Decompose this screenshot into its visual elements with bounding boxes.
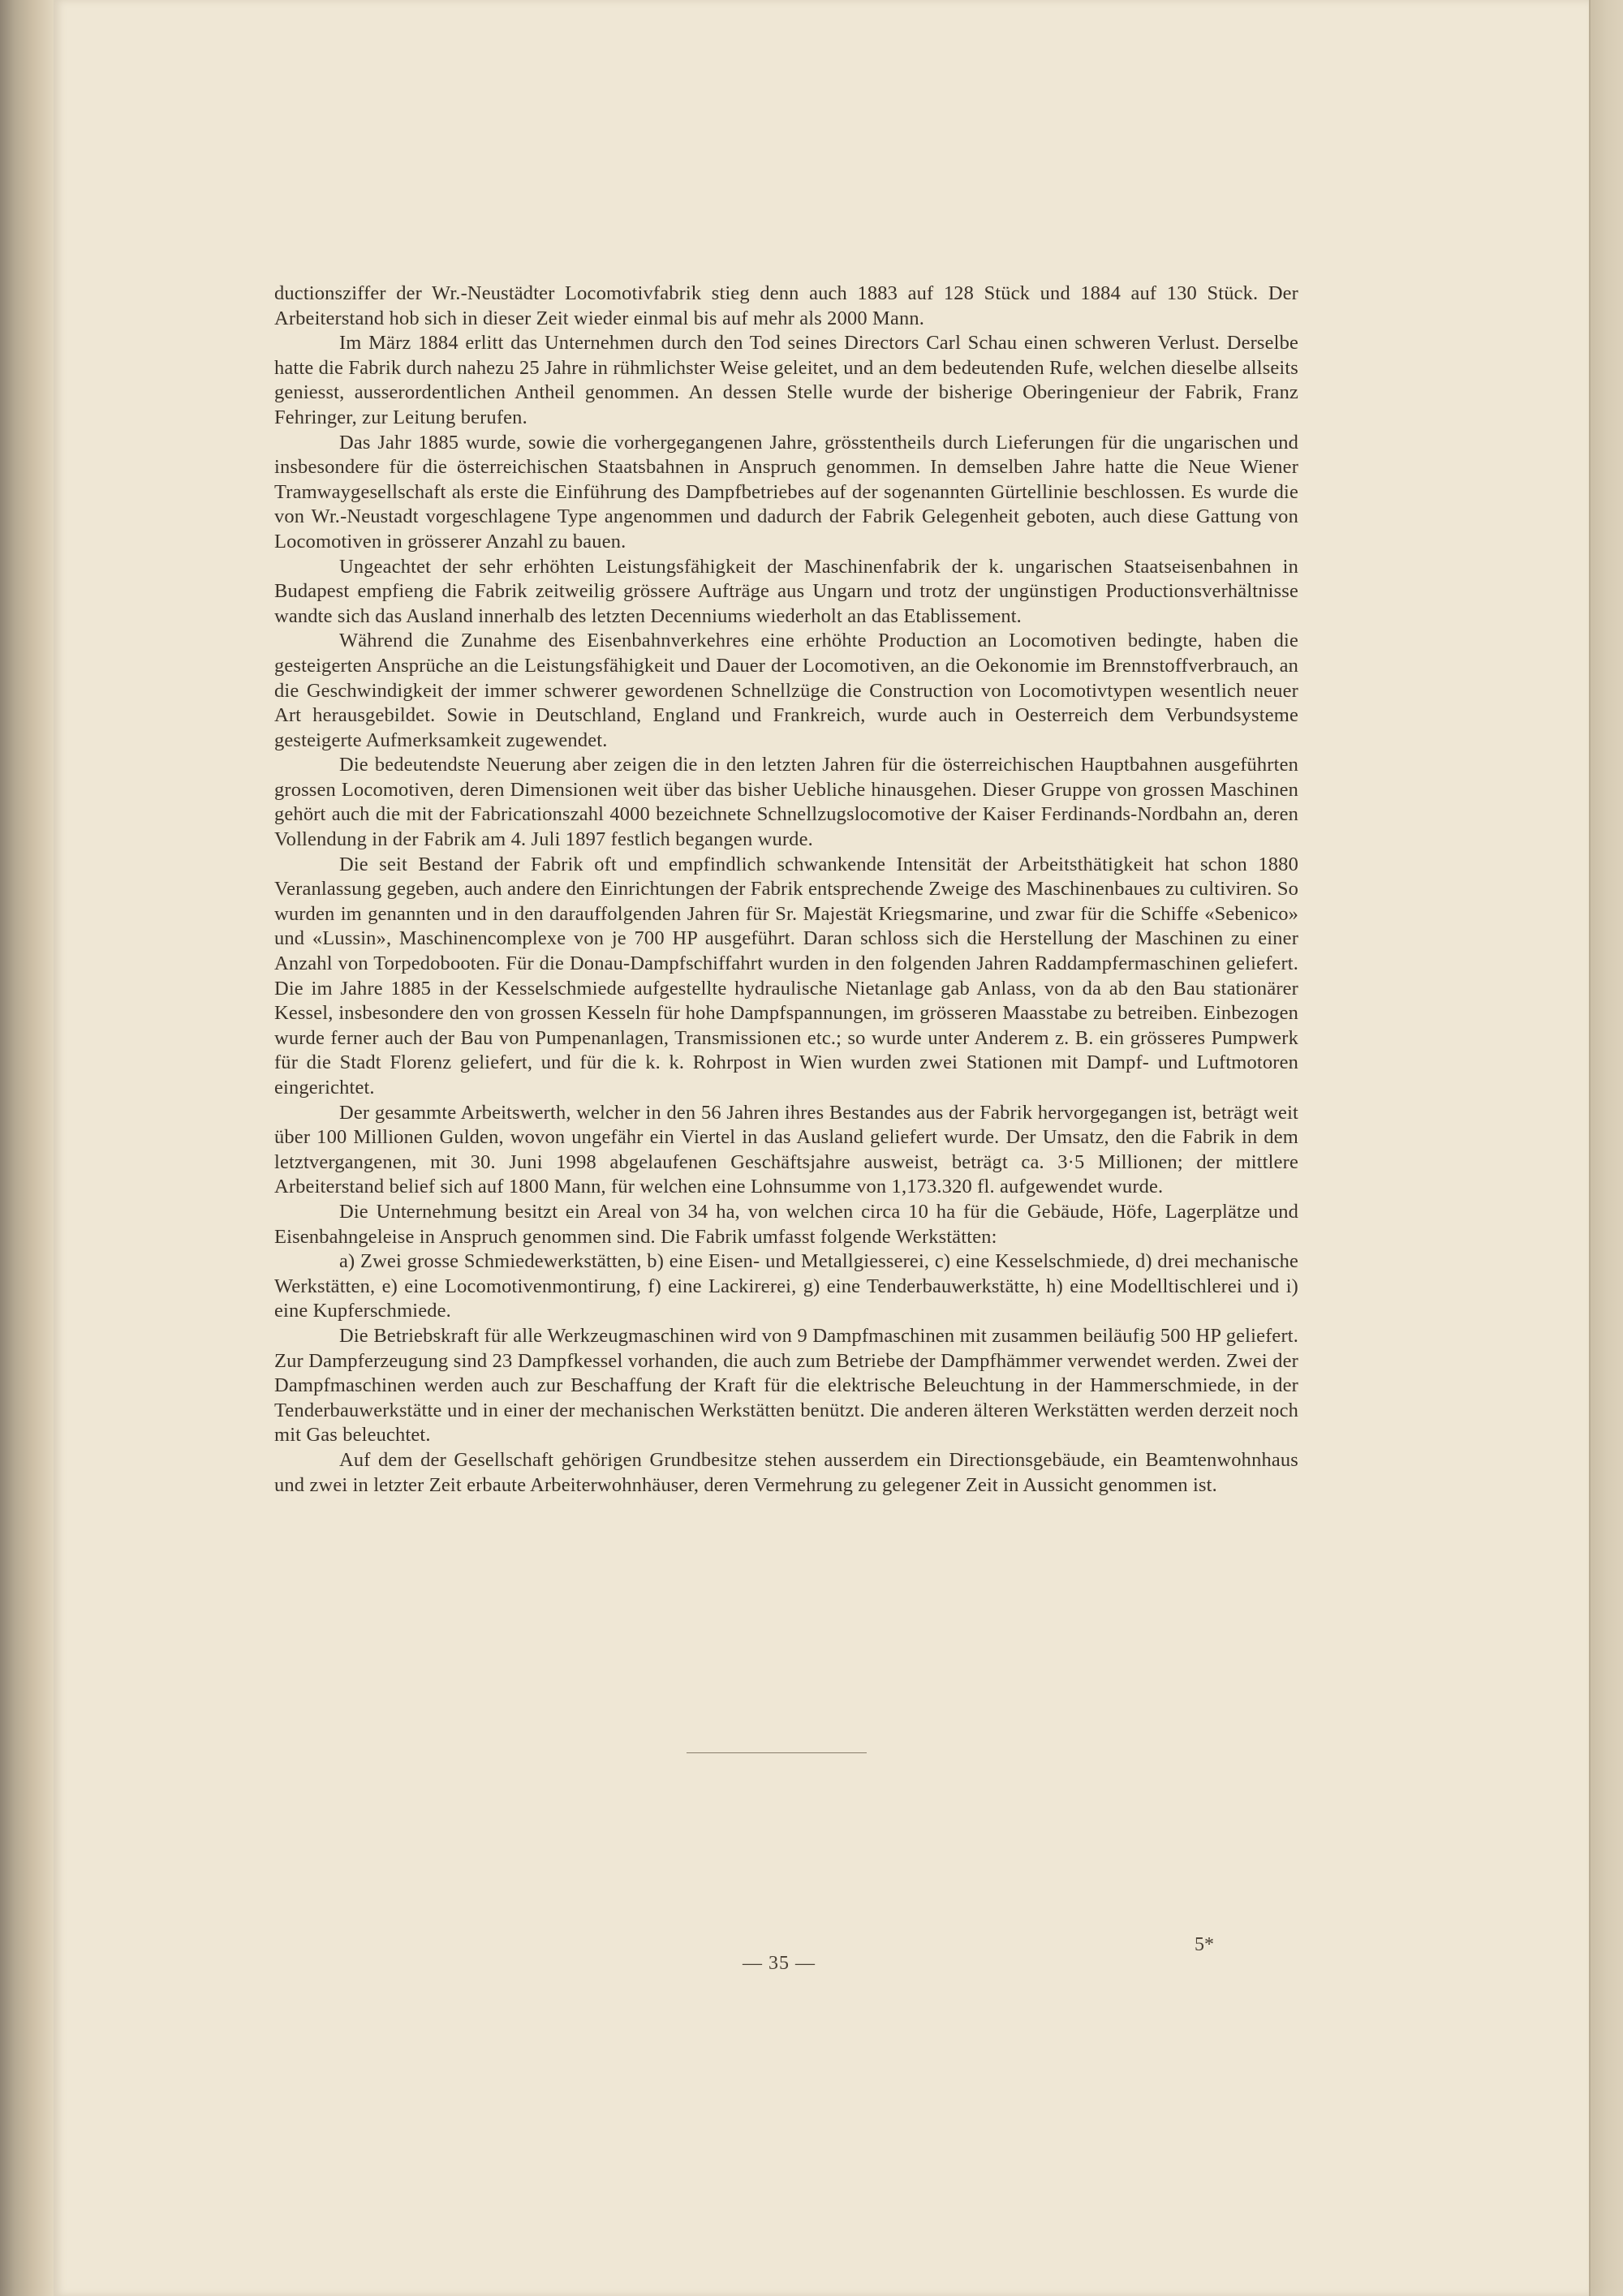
paragraph: Die Unternehmung besitzt ein Areal von 34 ha, von welchen circa 10 ha für die Gebäude, Höfe, Lagerplätze und Eisenbahngeleise in Anspruch genommen sind. Die Fabrik umfasst folgende Werkstätten: [274,1200,1298,1248]
paragraph-workshop-list: a) Zwei grosse Schmiedewerkstätten, b) eine Eisen- und Metallgiesserei, c) eine Kesselschmiede, d) drei mechanische Werkstätten, e) eine Locomotivenmontirung, f) eine Lackirerei, g) eine Tenderbauwerkstätte, h) eine Modelltischlerei und i) eine Kupferschmiede. [274,1250,1298,1322]
page-right-edge [1589,0,1623,2296]
page-number: — 35 — [743,1953,816,1974]
paragraph-continuation: ductionsziffer der Wr.-Neustädter Locomotivfabrik stieg denn auch 1883 auf 128 Stück und 1884 auf 130 Stück. Der Arbeiterstand hob sich in dieser Zeit wieder einmal bis auf mehr als 2000 Mann. [274,282,1298,329]
paragraph: Die seit Bestand der Fabrik oft und empfindlich schwankende Intensität der Arbeitsthätigkeit hat schon 1880 Veranlassung gegeben, auch andere den Einrichtungen der Fabrik entsprechende Zweige des Maschinenbaues zu cultiviren. So wurden im genannten und in den darauffolgenden Jahren für Sr. Majestät Kriegsmarine, und zwar für die Schiffe «Sebenico» und «Lussin», Maschinencomplexe von je 700 HP ausgeführt. Daran schloss sich die Herstellung der Maschinen zu einer Anzahl von Torpedobooten. Für die Donau-Dampfschiffahrt wurden in den folgenden Jahren Raddampfermaschinen geliefert. Die im Jahre 1885 in der Kesselschmiede aufgestellte hydraulische Nietanlage gab Anlass, von da ab den Bau stationärer Kessel, insbesondere den von grossen Kesseln für hohe Dampfspannungen, im grösseren Maasstabe zu betreiben. Einbezogen wurde ferner auch der Bau von Pumpenanlagen, Transmissionen etc.; so wurde unter Anderem z. B. ein grösseres Pumpwerk für die Stadt Florenz geliefert, und für die k. k. Rohrpost in Wien wurden zwei Stationen mit Dampf- und Luftmotoren eingerichtet. [274,853,1298,1099]
section-end-rule [687,1752,867,1753]
paragraph: Auf dem der Gesellschaft gehörigen Grundbesitze stehen ausserdem ein Directionsgebäude, ein Beamtenwohnhaus und zwei in letzter Zeit erbaute Arbeiterwohnhäuser, deren Vermehrung zu gelegener Zeit in Aussicht genommen ist. [274,1448,1298,1496]
paragraph: Ungeachtet der sehr erhöhten Leistungsfähigkeit der Maschinenfabrik der k. ungarischen Staatseisenbahnen in Budapest empfieng die Fabrik zeitweilig grössere Aufträge aus Ungarn und trotz der ungünstigen Productionsverhältnisse wandte sich das Ausland innerhalb des letzten Decenniums wiederholt an das Etablissement. [274,555,1298,627]
body-text [274,282,1298,1498]
paragraph: Die Betriebskraft für alle Werkzeugmaschinen wird von 9 Dampfmaschinen mit zusammen beiläufig 500 HP geliefert. Zur Dampferzeugung sind 23 Dampfkessel vorhanden, die auch zum Betriebe der Dampfhämmer verwendet werden. Zwei der Dampfmaschinen werden auch zur Beschaffung der Kraft für die elektrische Beleuchtung in der Hammerschmiede, in der Tenderbauwerkstätte und in einer der mechanischen Werkstätten benützt. Die anderen älteren Werkstätten werden derzeit noch mit Gas beleuchtet. [274,1324,1298,1447]
signature-mark: 5* [1195,1934,1214,1955]
paragraph: Während die Zunahme des Eisenbahnverkehres eine erhöhte Production an Locomotiven bedingte, haben die gesteigerten Ansprüche an die Leistungsfähigkeit und Dauer der Locomotiven, an die Oekonomie im Brennstoffverbrauch, an die Geschwindigkeit der immer schwerer gewordenen Schnellzüge die Construction von Locomotivtypen wesentlich neuer Art herausgebildet. Sowie in Deutschland, England und Frankreich, wurde auch in Oesterreich dem Verbundsysteme gesteigerte Aufmerksamkeit zugewendet. [274,630,1298,751]
paragraph: Der gesammte Arbeitswerth, welcher in den 56 Jahren ihres Bestandes aus der Fabrik hervorgegangen ist, beträgt weit über 100 Millionen Gulden, wovon ungefähr ein Viertel in das Ausland geliefert wurde. Der Umsatz, den die Fabrik in dem letztvergangenen, mit 30. Juni 1998 abgelaufenen Geschäftsjahre ausweist, beträgt ca. 3·5 Millionen; der mittlere Arbeiterstand belief sich auf 1800 Mann, für welchen eine Lohnsumme von 1,173.320 fl. aufgewendet wurde. [274,1101,1298,1198]
book-binding-edge [0,0,58,2296]
paragraph: Im März 1884 erlitt das Unternehmen durch den Tod seines Directors Carl Schau einen schweren Verlust. Derselbe hatte die Fabrik durch nahezu 25 Jahre in rühmlichster Weise geleitet, und an dem bedeutenden Rufe, welchen dieselbe allseits geniesst, ausserordentlichen Antheil genommen. An dessen Stelle wurde der bisherige Oberingenieur der Fabrik, Franz Fehringer, zur Leitung berufen. [274,332,1298,428]
paragraph: Das Jahr 1885 wurde, sowie die vorhergegangenen Jahre, grösstentheils durch Lieferungen für die ungarischen und insbesondere für die österreichischen Staatsbahnen in Anspruch genommen. In demselben Jahre hatte die Neue Wiener Tramwaygesellschaft als erste die Einführung des Dampfbetriebes auf der sogenannten Gürtellinie beschlossen. Es wurde die von Wr.-Neustadt vorgeschlagene Type angenommen und dadurch der Fabrik Gelegenheit geboten, auch diese Gattung von Locomotiven in grösserer Anzahl zu bauen. [274,431,1298,553]
paragraph: Die bedeutendste Neuerung aber zeigen die in den letzten Jahren für die österreichischen Hauptbahnen ausgeführten grossen Locomotiven, deren Dimensionen weit über das bisher Uebliche hinausgehen. Dieser Gruppe von grossen Maschinen gehört auch die mit der Fabricationszahl 4000 bezeichnete Schnellzugslocomotive der Kaiser Ferdinands-Nordbahn an, deren Vollendung in der Fabrik am 4. Juli 1897 festlich begangen wurde. [274,754,1298,851]
